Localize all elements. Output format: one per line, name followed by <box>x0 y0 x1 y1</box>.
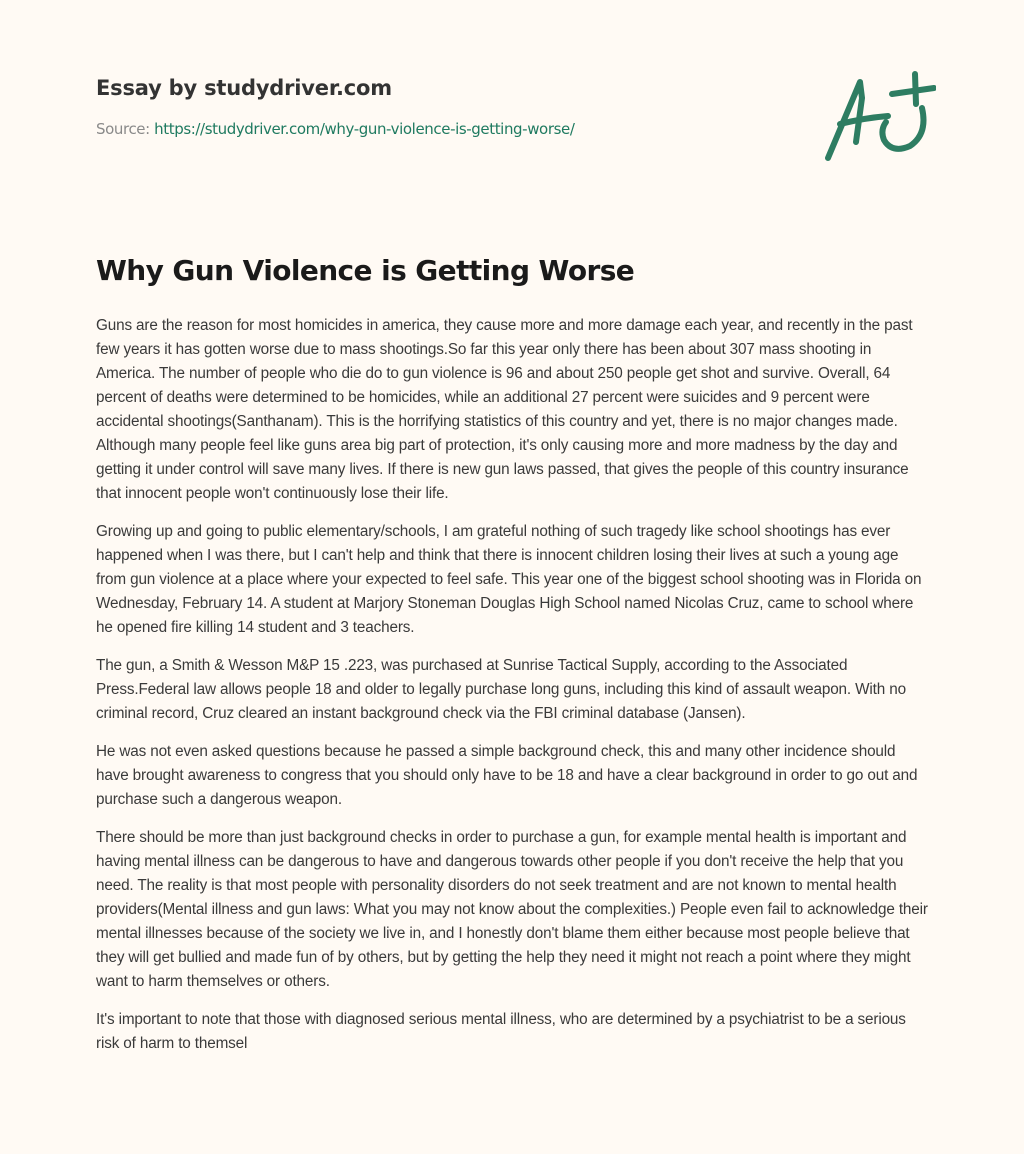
essay-paragraph: He was not even asked questions because he passed a simple background check, this and many other incidence should have brought awareness to congress that you should only have to be 18 and have a clear background in order to go out and purchase such a dangerous weapon. <box>96 743 918 808</box>
essay-paragraph: Growing up and going to public elementary/schools, I am grateful nothing of such tragedy like school shootings has ever happened when I was there, but I can't help and think that there is innocent children losing their lives at such a young age from gun violence at a place where your expected to feel safe. This year one of the biggest school shooting was in Florida on Wednesday, February 14. A student at Marjory Stoneman Douglas High School named Nicolas Cruz, came to school where he opened fire killing 14 student and 3 teachers. <box>96 523 922 636</box>
essay-paragraph: It's important to note that those with diagnosed serious mental illness, who are determined by a psychiatrist to be a serious risk of harm to themsel <box>96 1011 906 1052</box>
source-label: Source: <box>96 120 155 138</box>
essay-paragraph: There should be more than just background checks in order to purchase a gun, for example mental health is important and having mental illness can be dangerous to have and dangerous towards other people if you don't receive the help that you need. The reality is that most people with personality disorders do not seek treatment and are not known to mental health providers(Mental illness and gun laws: What you may not know about the complexities.) People even fail to acknowledge their mental illnesses because of the society we live in, and I honestly don't blame them either because most people believe that they will get bullied and made fun of by others, but by getting the help they need it might not reach a point where they might want to harm themselves or others. <box>96 829 928 990</box>
essay-paragraph: The gun, a Smith & Wesson M&P 15 .223, was purchased at Sunrise Tactical Supply, according to the Associated Press.Federal law allows people 18 and older to legally purchase long guns, including this kind of assault weapon. With no criminal record, Cruz cleared an instant background check via the FBI criminal database (Jansen). <box>96 657 906 722</box>
source-link[interactable]: https://studydriver.com/why-gun-violence-is-getting-worse/ <box>154 120 575 138</box>
site-title: Essay by studydriver.com <box>96 76 392 100</box>
a-plus-grade-icon <box>818 64 936 168</box>
source-line <box>96 120 796 138</box>
essay-paragraph: Guns are the reason for most homicides in america, they cause more and more damage each year, and recently in the past few years it has gotten worse due to mass shootings.So far this year only there has been about 307 mass shooting in America. The number of people who die do to gun violence is 96 and about 250 people get shot and survive. Overall, 64 percent of deaths were determined to be homicides, while an additional 27 percent were suicides and 9 percent were accidental shootings(Santhanam). This is the horrifying statistics of this country and yet, there is no major changes made. Although many people feel like guns area big part of protection, it's only causing more and more madness by the day and getting it under control will save many lives. If there is new gun laws passed, that gives the people of this country insurance that innocent people won't continuously lose their life. <box>96 317 913 502</box>
essay-title: Why Gun Violence is Getting Worse <box>96 254 635 287</box>
page-header <box>96 76 796 138</box>
essay-body <box>96 314 932 1070</box>
